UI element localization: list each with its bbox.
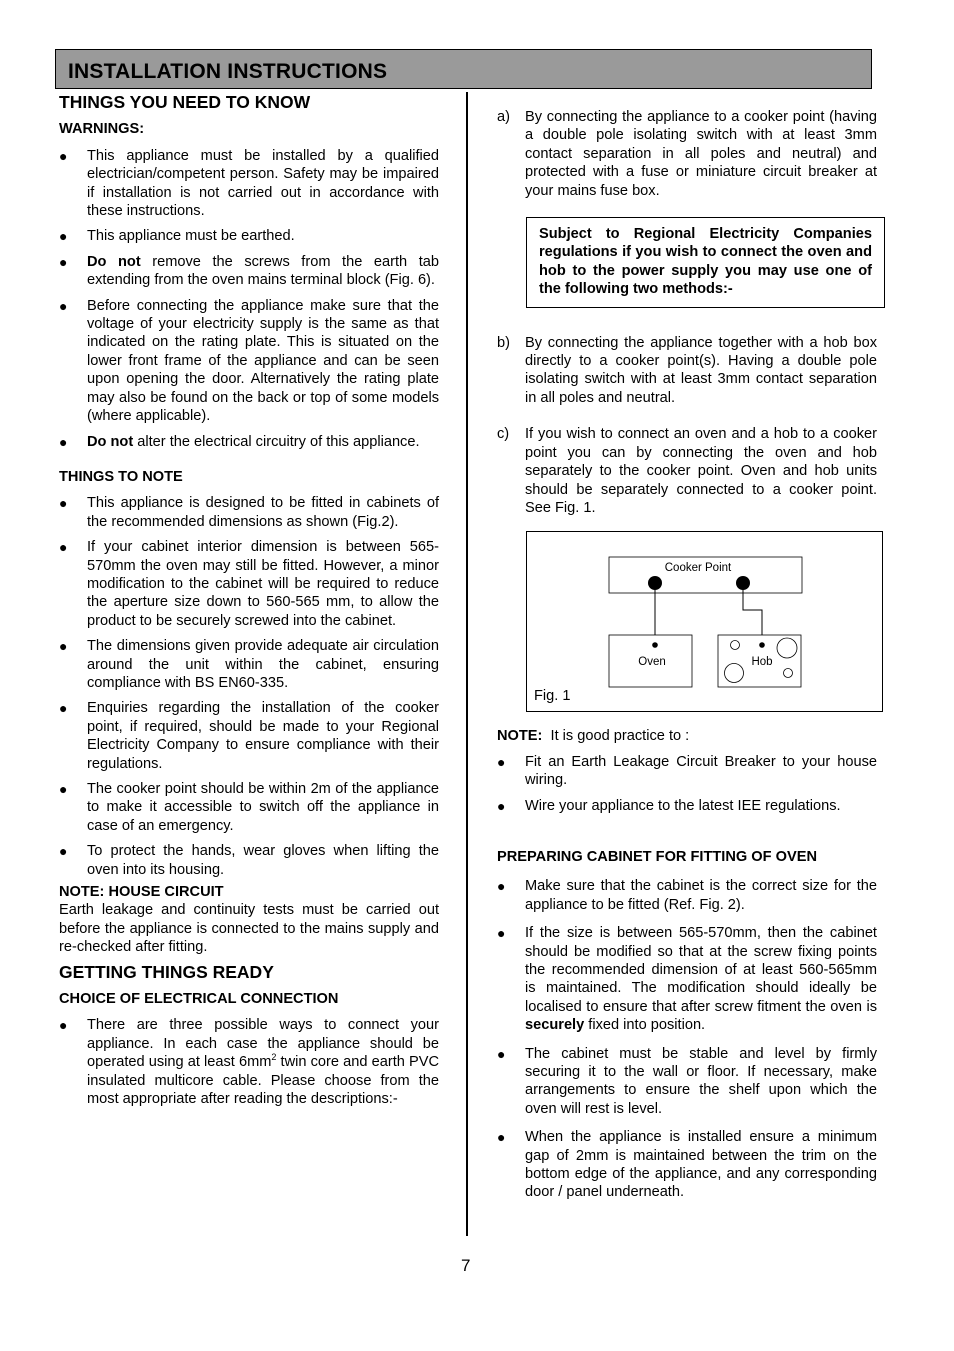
things-to-note-heading: THINGS TO NOTE: [59, 468, 183, 485]
note-item: ● Fit an Earth Leakage Circuit Breaker to your house wiring.: [497, 753, 877, 789]
bullet-icon: ●: [59, 228, 68, 245]
note-item: ● The dimensions given provide adequate air circulation around the unit within the cabinet, ensuring compliance with BS EN60-335.: [59, 638, 439, 691]
note-item: ● To protect the hands, wear gloves when lifting the oven into its housing.: [59, 843, 439, 878]
regional-note-box: Subject to Regional Electricity Companies regulations if you wish to connect the oven and hob to the power supply you may use one of the following two methods:-: [526, 217, 885, 308]
note-item: ● The cooker point should be within 2m of the appliance to make it accessible to switch off the appliance in case of an emergency.: [59, 781, 439, 834]
bullet-icon: ●: [497, 925, 506, 942]
house-circuit-text: Earth leakage and continuity tests must be carried out before the appliance is connected to the mains supply and re-checked after fitting.: [59, 902, 439, 956]
things-you-need-to-know-heading: THINGS YOU NEED TO KNOW: [59, 92, 311, 112]
cooker-terminal-1: [648, 576, 662, 590]
getting-things-ready-heading: GETTING THINGS READY: [59, 961, 274, 982]
oven-terminal: [652, 643, 658, 649]
option-item: a) By connecting the appliance to a cooker point (having a double pole isolating switch with at least 3mm contact separation in all poles and neutral) and protected with a fuse or miniature circuit breaker at your mains fuse box.: [497, 109, 877, 199]
hob-label: Hob: [751, 656, 773, 669]
bullet-icon: ●: [59, 433, 68, 450]
note-item: ● Enquiries regarding the installation of the cooker point, if required, should be made to your Regional Electricity Company to ensure compliance with their regulations.: [59, 700, 439, 772]
bullet-icon: ●: [59, 781, 68, 797]
figure-1: [526, 531, 883, 712]
bullet-icon: ●: [497, 878, 506, 895]
house-circuit-heading: NOTE: HOUSE CIRCUIT: [59, 884, 224, 901]
bullet-icon: ●: [497, 1045, 506, 1062]
option-item: c) If you wish to connect an oven and a hob to a cooker point you can by connecting the oven and hob separately to the cooker point. Oven and hob units should be separately connected to a cooker point. See Fig. 1.: [497, 426, 877, 516]
figure-caption: Fig. 1: [534, 688, 571, 705]
note-item: ● Wire your appliance to the latest IEE regulations.: [497, 797, 841, 814]
note-item: ● This appliance is designed to be fitted in cabinets of the recommended dimensions as shown (Fig.2).: [59, 495, 439, 530]
option-item: b) By connecting the appliance together with a hob box directly to a cooker point(s). Having a double pole isolating switch with at least 3mm contact separation in all poles and neutral.: [497, 334, 877, 406]
bullet-icon: ●: [59, 495, 68, 512]
section-banner: [55, 49, 872, 89]
prep-item: ● When the appliance is installed ensure a minimum gap of 2mm is maintained between the trim on the bottom edge of the appliance, and any corresponding door / panel underneath.: [497, 1129, 877, 1201]
cooker-point-label: Cooker Point: [664, 562, 732, 575]
bullet-icon: ●: [59, 253, 68, 270]
bullet-icon: ●: [59, 1017, 68, 1034]
warning-item: ● Do not alter the electrical circuitry of this appliance.: [59, 433, 420, 450]
bullet-icon: ●: [59, 700, 68, 717]
page-number: 7: [461, 1256, 471, 1275]
page-title: INSTALLATION INSTRUCTIONS: [68, 60, 388, 83]
bullet-icon: ●: [59, 297, 68, 314]
warning-item: ● This appliance must be earthed.: [59, 228, 295, 245]
bullet-icon: ●: [59, 638, 68, 655]
choice-heading: CHOICE OF ELECTRICAL CONNECTION: [59, 991, 339, 1008]
warnings-heading: WARNINGS:: [59, 121, 145, 138]
column-divider: [466, 92, 468, 1236]
warning-item: ● Before connecting the appliance make sure that the voltage of your electricity supply is the same as that indicated on the rating plate. This is situated on the lower front frame of the appliance and can be seen upon opening the door. Alternatively the rating plate may also be found on the back or top of some models (where applicable).: [59, 297, 439, 425]
prep-item: ● Make sure that the cabinet is the correct size for the appliance to be fitted (Ref. Fig. 2).: [497, 878, 877, 913]
preparing-cabinet-heading: PREPARING CABINET FOR FITTING OF OVEN: [497, 848, 817, 865]
good-practice-note: NOTE: It is good practice to :: [497, 728, 690, 745]
prep-item: ● If the size is between 565-570mm, then the cabinet should be modified so that at the screw fixing points the recommended dimension of at least 560-565mm is maintained. The modification should ideally be localised to ensure that after screw fitment the oven is securely fixed into position.: [497, 925, 877, 1034]
bullet-icon: ●: [59, 843, 68, 860]
bullet-icon: ●: [497, 1129, 506, 1146]
choice-item: ● There are three possible ways to connect your appliance. In each case the appliance should be operated using at least $6mm^2$ twin core and earth PVC insulated multicore cable. Please choose from the most appropriate after reading the descriptions:-: [59, 1017, 440, 1108]
hob-terminal: [759, 643, 765, 649]
bullet-icon: ●: [497, 797, 506, 814]
wiring-diagram: [527, 532, 884, 711]
right-column: [497, 108, 877, 1202]
note-item: ● If your cabinet interior dimension is between 565-570mm the oven may still be fitted. However, a minor modification to the cabinet will be required to reduce the aperture size down to 560-565 mm, to allow the product to be securely screwed into the cabinet.: [59, 539, 439, 629]
left-column: [59, 93, 439, 1109]
prep-item: ● The cabinet must be stable and level by firmly securing it to the wall or floor. If necessary, make arrangements to ensure the shelf upon which the oven will rest is level.: [497, 1045, 877, 1117]
bullet-icon: ●: [59, 539, 68, 556]
bullet-icon: ●: [59, 147, 68, 164]
warning-item: ● This appliance must be installed by a qualified electrician/competent person. Safety may be impaired if installation is not carried out in accordance with these instructions.: [59, 147, 439, 220]
cooker-terminal-2: [736, 576, 750, 590]
oven-label: Oven: [638, 656, 666, 669]
bullet-icon: ●: [497, 753, 506, 770]
warning-item: ● Do not remove the screws from the earth tab extending from the oven mains terminal block (Fig. 6).: [59, 253, 439, 289]
